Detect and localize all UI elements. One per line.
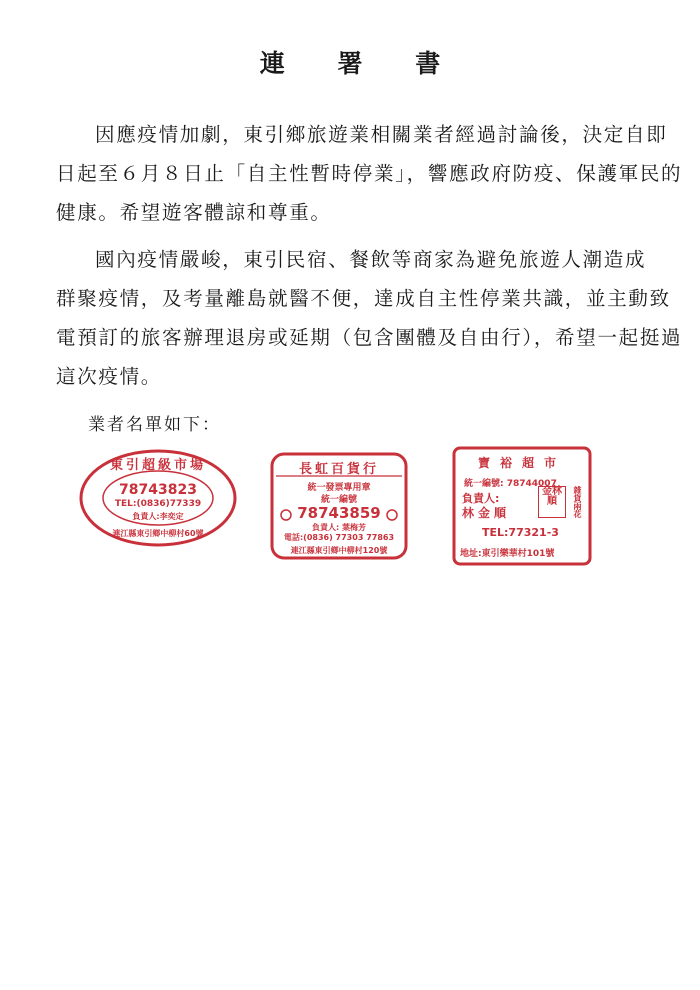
paragraph-1-line: 日起至６月８日止「自主性暫時停業」，響應政府防疫、保護軍民的 xyxy=(56,162,683,185)
paragraph-1 xyxy=(56,115,683,232)
paragraph-1-line: 健康。希望遊客體諒和尊重。 xyxy=(56,201,332,224)
stamp-owner: 負責人:李奕定 xyxy=(132,512,184,521)
paragraph-2-line: 電預訂的旅客辦理退房或延期（包含團體及自由行），希望一起挺過 xyxy=(56,326,683,349)
paragraph-2-line: 國內疫情嚴峻，東引民宿、餐飲等商家為避免旅遊人潮造成 xyxy=(95,248,647,271)
stamp-phone-2: 77863 xyxy=(366,533,395,542)
stamp-id-number: 78743823 xyxy=(119,482,197,498)
vendor-list-label: 業者名單如下： xyxy=(88,415,221,435)
paragraph-2-line: 這次疫情。 xyxy=(56,365,163,388)
document-title: 連 署 書 xyxy=(259,49,463,78)
stamp-phone-label: 電話:(0836) xyxy=(283,533,333,542)
stamp-id-line: 統一編號: 78744007 xyxy=(464,479,557,489)
paragraph-2-line: 群聚疫情，及考量離島就醫不便，達成自主性停業共識，並主動致 xyxy=(56,287,671,310)
stamp-dongyin-supermarket xyxy=(78,448,238,548)
stamp-phone-1: 77303 xyxy=(335,533,364,542)
paragraph-2 xyxy=(56,240,683,396)
stamp-phone xyxy=(270,532,408,543)
stamp-owner: 負責人: 葉梅芳 xyxy=(312,523,366,532)
stamp-owner-name: 林金順 xyxy=(462,506,511,520)
paragraph-1-line: 因應疫情加劇，東引鄉旅遊業相關業者經過討論後，決定自即 xyxy=(95,123,668,146)
stamp-business-name: 東引超級市場 xyxy=(109,458,206,473)
stamp-phone: TEL:(0836)77339 xyxy=(114,499,202,509)
stamp-side-text: 雜貨兩花 xyxy=(573,486,582,518)
stamp-address: 連江縣東引鄉中柳村60號 xyxy=(112,529,204,538)
stamp-invoice-label: 統一發票專用章 xyxy=(307,483,371,493)
stamp-phone: TEL:77321-3 xyxy=(482,526,559,539)
stamp-address: 地址:東引樂華村101號 xyxy=(460,549,555,559)
stamp-business-name: 寶裕超市 xyxy=(477,456,566,470)
stamp-id-label: 統一編號 xyxy=(320,495,357,505)
stamp-id-number: 78743859 xyxy=(297,504,381,522)
stamp-address: 連江縣東引鄉中柳村120號 xyxy=(290,546,388,555)
stamp-personal-seal: 金林順 xyxy=(538,486,566,518)
stamp-baoyu-supermarket xyxy=(452,446,592,566)
stamp-owner-label: 負責人: xyxy=(462,492,500,505)
stamp-changhong-store xyxy=(270,452,408,560)
stamp-business-name: 長虹百貨行 xyxy=(298,462,379,477)
